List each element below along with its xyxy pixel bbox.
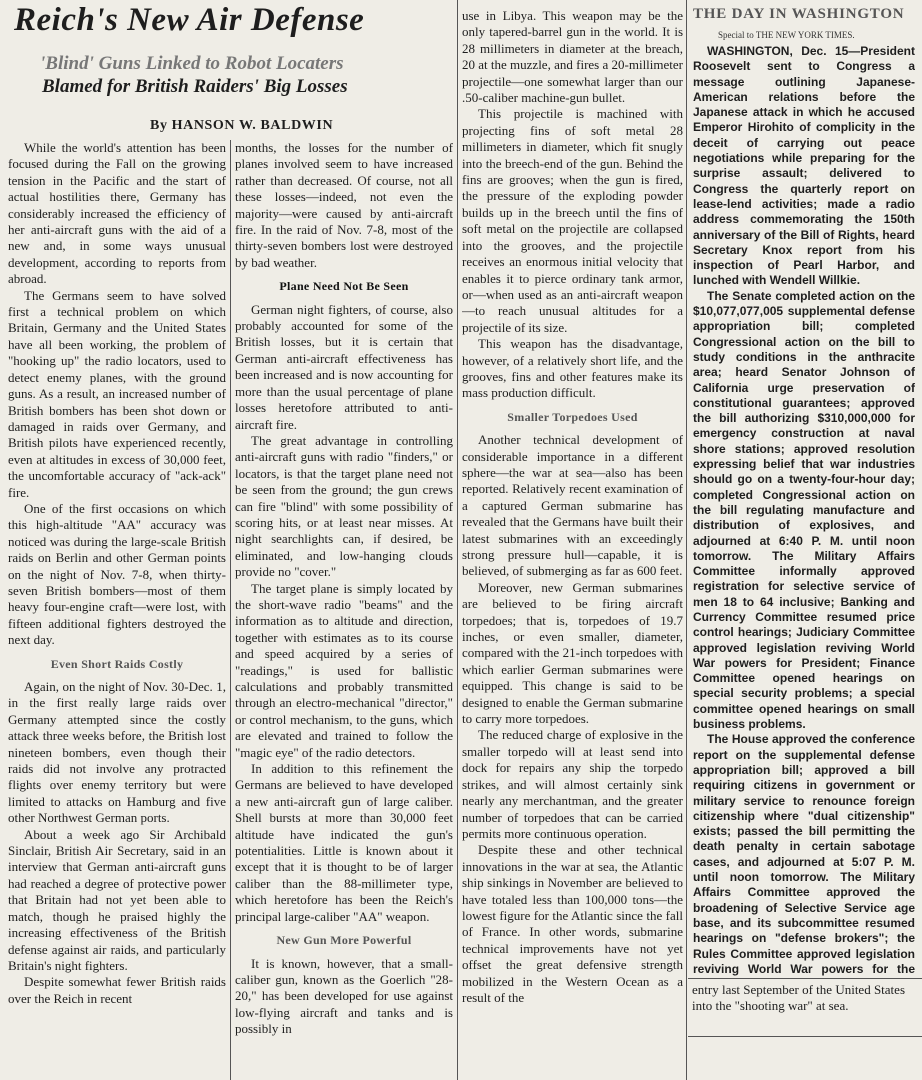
paragraph: Again, on the night of Nov. 30-Dec. 1, in the first really large raids over Germany attempted since the costly attack three weeks before, the British lost nineteen bombers, even though their raids did not involve any protracted flights over enemy territory but were limited to attacks on Hamburg and five other Northwest German ports.: [8, 679, 226, 826]
paragraph: It is known, however, that a small-caliber gun, known as the Goerlich "28-20," has been developed for use against low-flying aircraft and tanks and is possibly in: [235, 955, 453, 1037]
article-column-1: [8, 140, 226, 1080]
paragraph: The Senate completed action on the $10,077,077,005 supplemental defense appropriation bill; completed Congressional action on the bill to study conditions in the anthracite area; heard Senator Johnson of California urge preservation of constitutional guarantees; approved the bill authorizing $310,000,000 for emergency construction at naval shore stations; approved resolution expressing belief that war industries should go on a twenty-four-hour day; completed Congressional action on the bill regulating manufacture and distribution of explosives, and adjourned at 6:40 P. M. until noon tomorrow. The Military Affairs Committee informally approved registration for selective service of men 18 to 64 inclusive; Banking and Currency Committee resumed price control hearings; Judiciary Committee approved legislation reviving World War powers for President; Finance Committee opened hearings on special security problems; a special committee opened hearings on small business problems.: [693, 288, 915, 732]
paragraph: The great advantage in controlling anti-aircraft guns with radio "finders," or locators, is that the target plane need not be seen from the ground; the gun crews can fire "blind" with some possibility of scoring hits, or at least near misses. At night searchlights can, if desired, be eliminated, and low-hanging clouds provide no "cover.": [235, 432, 453, 580]
column-rule: [457, 0, 458, 1080]
sidebar-title: THE DAY IN WASHINGTON: [693, 6, 905, 22]
paragraph: WASHINGTON, Dec. 15—President Roosevelt sent to Congress a message outlining Japanese-American relations before the Japanese attack in which he accused Emperor Hirohito of complicity in the deceit of carrying out peace negotiations while preparing for the surprise assault; delivered to Congress the quarterly report on lease-lend activities; made a radio address commemorating the 150th anniversary of the Bill of Rights, heard Secretary Knox report from his inspection of Pearl Harbor, and lunched with Wendell Willkie.: [693, 44, 915, 288]
paragraph: Moreover, new German submarines are believed to be firing aircraft torpedoes; that is, torpedoes of 19.7 inches, or even smaller, diameter, compared with the 21-inch torpedoes with which earlier German submarines were equipped. This change is said to be designed to enable the German submarine to carry more torpedoes.: [462, 579, 683, 727]
paragraph: German night fighters, of course, also probably accounted for some of the British losses, but it is certain that German anti-aircraft effectiveness has been increased and is now accounting for more than the usual percentage of plane losses heretofore attributed to anti-aircraft fire.: [235, 301, 453, 432]
subheading: Plane Need Not Be Seen: [279, 279, 409, 294]
article-continuation: [692, 982, 918, 1032]
paragraph: This weapon has the disadvantage, however, of a relatively short life, and the grooves, fins and other features make its mass production difficult.: [462, 336, 683, 401]
paragraph: Another technical development of considerable importance in a different sphere—the war at sea—also has been reported. Relatively recent examination of a captured German submarine has revealed that the Germans have built their latest submarines with an exceedingly strong pressure hull—capable, it is believed, of submerging as far as 600 feet.: [462, 432, 683, 579]
paragraph: The reduced charge of explosive in the smaller torpedo will at least send into dock for repairs any ship the torpedo strikes, and will almost certainly sink nearly any merchantman, and the greater number of torpedoes that can be carried permits more continuous operation.: [462, 727, 683, 841]
paragraph: entry last September of the United States into the "shooting war" at sea.: [692, 982, 906, 1013]
paragraph: While the world's attention has been focused during the Fall on the growing tension in the Pacific and the start of actual hostilities there, Germany has considerably increased the efficiency of her anti-aircraft guns with the aid of a new and, in some ways unusual development, according to reports from abroad.: [8, 140, 226, 287]
column-rule: [686, 0, 687, 1080]
paragraph: About a week ago Sir Archibald Sinclair, British Air Secretary, said in an interview that German anti-aircraft guns had reached a degree of protective power that Britain had not yet been able to match, though he praised highly the increasing effectiveness of the British defense against air raids, and particularly Britain's night fighters.: [8, 826, 226, 973]
article-column-3: [462, 8, 683, 1080]
paragraph: One of the first occasions on which this high-altitude "AA" accuracy was noticed was during the large-scale British raids on Berlin and other German points on the night of Nov. 7-8, when thirty-seven British bombers—most of them heavy four-engine craft—were lost, with fifteen additional fighters destroyed the next day.: [8, 500, 226, 648]
paragraph: Despite these and other technical innovations in the war at sea, the Atlantic ship sinkings in November are believed to have totaled less than 100,000 tons—the lowest figure for the Atlantic since the fall of France. In other words, submarine technical improvements have not yet offset the great defensive strength mobilized in the Western Ocean as a result of the: [462, 842, 683, 1005]
paragraph: months, the losses for the number of planes involved seem to have increased rather than decreased. Of course, not all these losses—indeed, not even the majority—were caused by anti-aircraft fire. In the raid of Nov. 7-8, most of the thirty-seven bombers lost were destroyed by bad weather.: [235, 140, 453, 270]
article-column-2: [235, 140, 453, 1080]
column-rule: [230, 140, 231, 1080]
paragraph: Despite somewhat fewer British raids over the Reich in recent: [8, 974, 226, 1006]
headline: Reich's New Air Defense: [14, 2, 365, 38]
paragraph: The House approved the conference report on the supplemental defense appropriation bill; approved a bill requiring citizens in government or military service to renounce foreign citizenship where "dual citizenship" exists; passed the bill permitting the death penalty in certain sabotage cases, and adjourned at 5:07 P. M. until noon tomorrow. The Military Affairs Committee approved the broadening of Selective Service age base, and its subcommittee resumed hearings on "defense brokers"; the Rules Committee approved legislation reviving World War powers for the: [693, 732, 915, 976]
sidebar-column: [693, 44, 915, 976]
sidebar-credit: Special to THE NEW YORK TIMES.: [718, 30, 855, 40]
paragraph: This projectile is machined with projecting fins of soft metal 28 millimeters in diameter, which fit snugly into the breech-end of the gun. Behind the fins are grooves; when the gun is fired, the pressure of the exploding powder builds up in the breech until the fins of soft metal on the projectile are collapsed into the grooves, and the projectile receives an enormous initial velocity that enables it to pierce ordinary tank armor, or—when used as an anti-aircraft weapon—to reach unusual altitudes for a projectile of its size.: [462, 106, 683, 335]
deck-line-2: Blamed for British Raiders' Big Losses: [42, 76, 348, 97]
subheading: Even Short Raids Costly: [50, 656, 184, 671]
box-rule: [688, 1036, 922, 1037]
paragraph: The target plane is simply located by the short-wave radio "beams" and the information as to altitude and direction, together with estimates as to its course and speed acquired by a series of "readings," is used for ballistic calculations and probably transmitted through an electro-mechanical "director," or control mechanism, to the guns, which are elevated and trained to follow the "magic eye" of the radio detectors.: [235, 580, 453, 760]
paragraph: The Germans seem to have solved first a technical problem on which Britain, Germany and the United States have all been working, the problem of "hooking up" the radio locators, used to detect enemy planes, with the ground guns. As a result, an increased number of British bombers has been shot down or damaged in raids over Germany, and British pilots have experienced recently, even at altitudes in excess of 30,000 feet, the uncomfortable accuracy of "ack-ack" fire.: [8, 287, 226, 500]
subheading: New Gun More Powerful: [276, 933, 412, 948]
box-rule: [688, 978, 922, 979]
deck-line-1: 'Blind' Guns Linked to Robot Locaters: [40, 53, 344, 74]
subheading: Smaller Torpedoes Used: [507, 409, 638, 424]
paragraph: use in Libya. This weapon may be the only tapered-barrel gun in the world. It is 28 millimeters in diameter at the breach, 20 at the muzzle, and fires a 20-millimeter projectile—one somewhat larger than our .50-caliber machine-gun bullet.: [462, 8, 683, 106]
paragraph: In addition to this refinement the Germans are believed to have developed a new anti-aircraft gun of large caliber. Shell bursts at more than 30,000 feet altitude have indicated the gun's potentialities. Little is known about it except that it is thought to be of larger caliber than the 88-millimeter type, which heretofore has been the Reich's principal large-caliber "AA" weapon.: [235, 761, 453, 924]
byline: By HANSON W. BALDWIN: [150, 118, 334, 133]
